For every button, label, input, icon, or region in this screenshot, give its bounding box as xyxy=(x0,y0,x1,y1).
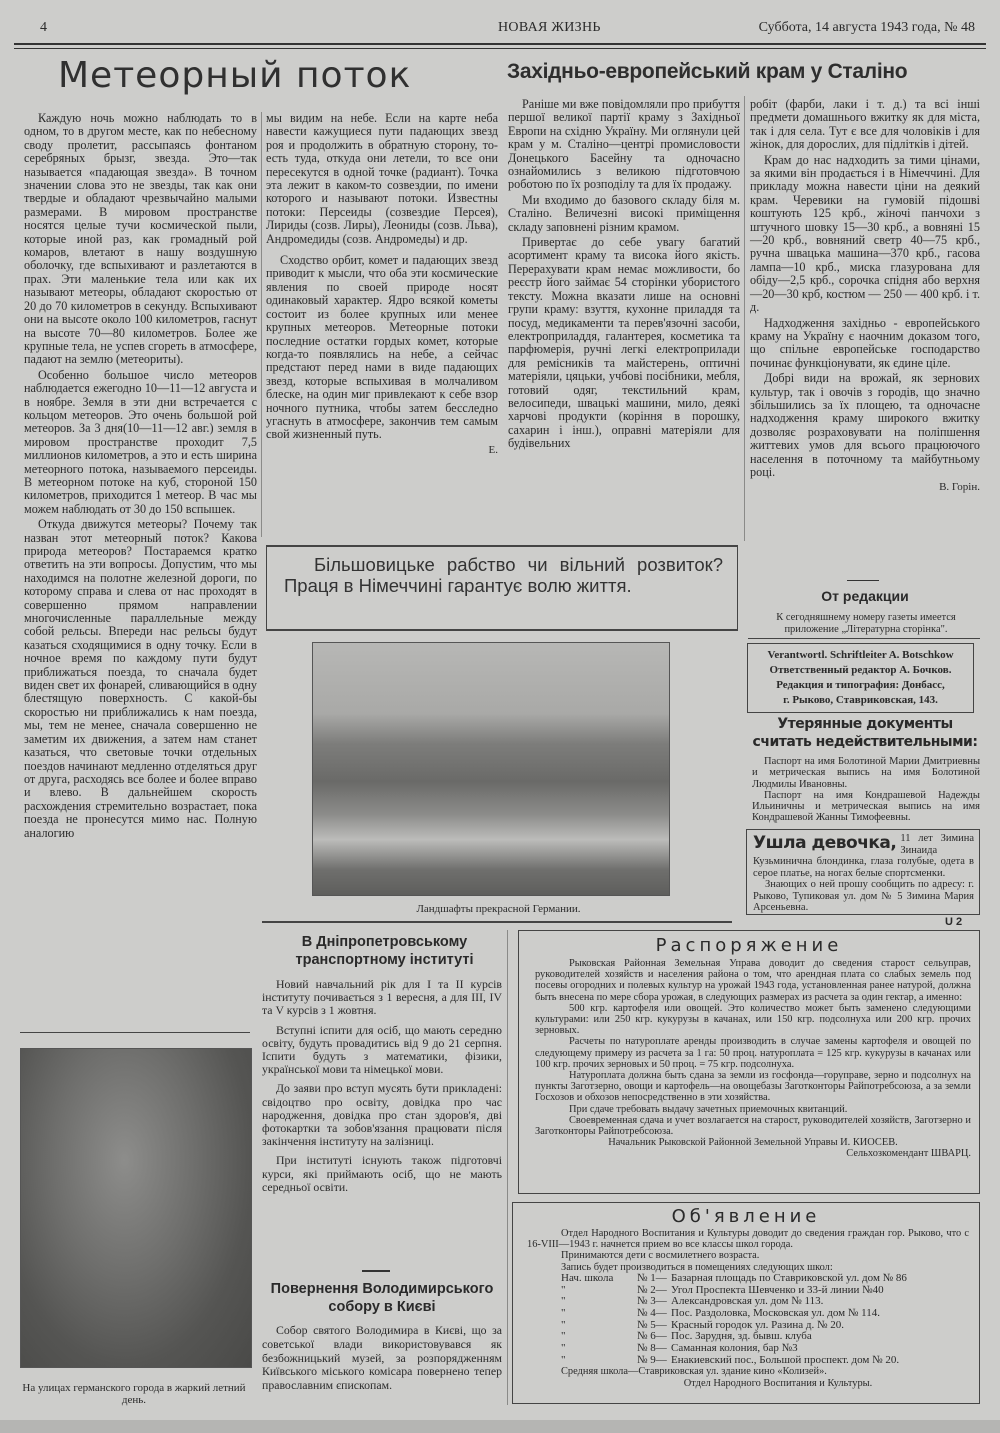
stalino-paragraph: Раніше ми вже повідомляли про прибуття першої великої партії краму з Західньої Европи на східню Україну. Ми оглянули цей крам у м. Сталіно—центрі промисловости Донецького Басейну та одночасно ознайомились з великою підготовчою роботою по їх розподілу та для їх продажу. xyxy=(508,97,740,192)
order-paragraph: 500 кгр. картофеля или овощей. Это количество может быть заменено следующими культурами: или 250 кгр. кукурузы в качанах, или 150 кгр. подсолнуха или 200 кгр. прочих зерновых. xyxy=(535,1002,971,1037)
street-photo-caption: На улицах германского города в жаркий летний день. xyxy=(22,1382,246,1406)
imprint-line: Редакция и типография: Донбасс, xyxy=(776,679,945,691)
stalino-paragraph: Ми входимо до базового складу біля м. Сталіно. Величезні високі приміщення складу заповнені різним крамом. xyxy=(508,192,740,234)
order-paragraph: Своевременная сдача и учет возлагается на старост, руководителей хозяйств, Заготзерно и Заготконторы Райпотребсоюза. xyxy=(535,1114,971,1138)
school-list-item: " № 2— Угол Проспекта Шевченко и 33-й линии №40 xyxy=(561,1283,884,1296)
dnipro-article-title: В Дніпропетровському транспортному інституті xyxy=(295,934,474,968)
school-notice-line: Принимаются дети с восмилетнего возраста. xyxy=(561,1250,760,1262)
cathedral-article-title: Повернення Володимирського собору в Києві xyxy=(270,1281,494,1315)
ad-code: U 2 xyxy=(945,916,963,928)
meteor-paragraph: мы видим на небе. Если на карте неба навести кажущиеся пути падающих звезд роя и продолжить в обратную сторону, то-есть туда, откуда они летели, то все они пересекутся в одной точке (радиант). Точка эта лежит в каком-то созвездии, по имени которого и называют потоки. Известны потоки: Персеиды (созвездие Персея), Лириды (созв. Лиры), Леониды (созв. Льва), Андромедиды (созв. Андромеды) и др. xyxy=(266,111,498,246)
stalino-article-title: Західньо-европейський крам у Сталіно xyxy=(507,60,908,83)
stalino-paragraph: Крам до нас надходить за тими цінами, за якими він продається і в Німеччині. Для прикладу можна навести ціни на деякий крам. Черевики на гумовій підошві коштують 125 крб., жіночі панчохи з штучного шовку 15—30 крб., а вовняні 15—20 крб., вовняний светр 40—75 крб., ручна швацька машина—370 крб., гасова лампа—10 крб., миска глазурована для обіду—2,5 крб., сорочка спідня або верхня—20—30 крб, костюм — 250 — 400 крб. і т. д. xyxy=(750,152,980,315)
order-paragraph: При сдаче требовать выдачу зачетных приемочных квитанций. xyxy=(569,1103,848,1115)
scan-edge xyxy=(0,1420,1000,1433)
school-notice-line: Запись будет производиться в помещениях следующих школ: xyxy=(561,1261,833,1273)
meteor-article-column-1 xyxy=(24,112,257,842)
missing-girl-contact: Знающих о ней прошу сообщить по адресу: г. Рыково, Тупиковая ул. дом № 5 Зимина Мария Арсеньевна. xyxy=(753,879,974,913)
lost-documents-title: Утерянные документы считать недействительными: xyxy=(752,716,978,750)
school-list-item: " № 5— Красный городок ул. Разина д. № 20. xyxy=(561,1318,844,1331)
meteor-signature: Е. xyxy=(488,443,498,456)
school-list-item: " № 3— Александровская ул. дом № 113. xyxy=(561,1295,824,1308)
meteor-paragraph: Каждую ночь можно наблюдать то в одном, то в другом месте, как по небесному своду пролетит, рассыпаясь фонтаном серебряных брызг, звезда. Это—так называется «падающая звезда». В точном значении слова это не звезды, так как они твердые и обладают чрезвычайно малыми размерами. В мировом пространстве носятся целые тучи космической пыли, которые иной раз, как громадный рой комаров, влетают в нашу воздушную оболочку, где вспыхивают и разлетаются в прах. Эти маленькие тела или как их называют метеоры, обладают скоростью от 20 до 70 километров в секунду. Вспыхивают они на высоте около 100 километров, гаснут на высоте 70—80 километров. Более же крупные тела, не успев сгореть в атмосфере, падают на землю (метеориты). xyxy=(24,111,257,367)
street-photo xyxy=(20,1048,252,1368)
school-list-item: Нач. школа № 1— Базарная площадь по Ставриковской ул. дом № 86 xyxy=(561,1271,907,1284)
missing-girl-headline: Ушла девочка, xyxy=(753,833,897,853)
dnipro-article-body xyxy=(262,978,502,1196)
short-rule xyxy=(847,580,879,581)
school-list-item: " № 6— Пос. Зарудня, зд. бывш. клуба xyxy=(561,1330,812,1343)
dnipro-paragraph: При інституті існують також підготовчі курси, які приймають осіб, що не мають середньої освіти. xyxy=(262,1153,502,1194)
lost-document-item: Паспорт на имя Болотиной Марии Дмитриевны и метрическая выпись на имя Болотиной Людмилы Ивановны. xyxy=(752,756,980,790)
imprint-box xyxy=(747,643,974,713)
school-notice-intro: Отдел Народного Воспитания и Культуры доводит до сведения граждан гор. Рыково, что с 16-VIII—1943 г. начнется прием во все классы школ города. xyxy=(527,1228,969,1251)
editorial-note-title: От редакции xyxy=(821,588,909,604)
column-rule xyxy=(507,930,508,1405)
dnipro-paragraph: Новий навчальний рік для I та II курсів інституту почивається з 1 вересня, а для III, IV та V курсів з 1 жовтня. xyxy=(262,977,502,1018)
newspaper-name: НОВАЯ ЖИЗНЬ xyxy=(498,20,601,35)
cathedral-paragraph: Собор святого Володимира в Києві, що за советської влади використовувався як безбожницький музей, за розпорядженням Київського міського комісара повернено тепер православним єпископам. xyxy=(262,1323,502,1393)
imprint-line: Verantwortl. Schriftleiter A. Botschkow xyxy=(767,649,954,661)
lost-documents-list xyxy=(752,756,980,824)
missing-girl-description: 11 лет Зимина Зинаида Кузьминична блондинка, глаза голубые, одета в серое платье, на ногах белые спортсменки. xyxy=(753,833,974,879)
meteor-paragraph: Особенно большое число метеоров наблюдается ежегодно 10—11—12 августа и в ноябре. Земля в эти дни встречается с кольцом метеоров. Это очень большой рой метеоров. За 3 дня(10—11—12 авг.) земля в мировом пространстве проходит 7,5 миллионов километров, а это и есть ширина метеорного потока, называемого персеиды. В метеорном потоке на куб, стороной 150 километров, приходится 1 метеор. В час мы можем наблюдать от 30 до 150 вспышек. xyxy=(24,367,257,516)
school-notice-signature: Отдел Народного Воспитания и Культуры. xyxy=(683,1377,873,1389)
column-rule xyxy=(744,96,745,541)
page-number: 4 xyxy=(40,20,47,35)
meteor-article-title: Метеорный поток xyxy=(58,55,412,96)
school-list-item: " № 9— Енакиевский пос., Большой проспект. дом № 20. xyxy=(561,1353,900,1366)
editorial-note-text: К сегодняшнему номеру газеты имеется приложение „Літературна сторінка". xyxy=(776,612,956,635)
stalino-article-column-2 xyxy=(750,98,980,495)
section-divider xyxy=(262,921,732,923)
slogan-text: Більшовицьке рабство чи вільний розвиток? Праця в Німеччині гарантує волю життя. xyxy=(284,554,723,596)
stalino-article-column-1 xyxy=(508,98,740,453)
school-list-item: " № 4— Пос. Раздоловка, Московская ул. дом № 114. xyxy=(561,1306,880,1319)
school-notice-title: Об'явление xyxy=(671,1206,821,1227)
meteor-paragraph: Откуда движутся метеоры? Почему так назван этот метеорный поток? Какова природа метеоров? Постараемся кратко ответить на эти вопросы. Допустим, что мы находимся на полотне железной дороги, по которому справа и слева от нас проходят в совершенно прямом направлении многочисленные параллельные между собой рельсы. Впереди нас рельсы будут казаться сходящимися в одну точку. Если в ночное время по каждому пути будут приближаться поезда, то сначала будет виден свет их фонарей, сливающийся в одну блестящую поверхность. С какой-бы скоростью ни приближались к нам поезда, мы, тем не менее, сначала совершенно не заметим их движения, а затем нам станет казаться, что световые точки отдельных поездов начинают медленно отделяться друг от друга, расходясь все более и более вправо и влево. В дальнейшем скорость расхождения стремительно возрастает, пока поезда не пронесутся мимо нас. Полную аналогию xyxy=(24,517,257,840)
order-paragraph: Рыковская Районная Земельная Управа доводит до сведения старост сельуправ, руководителей хозяйств и населения района о том, что арендная плата со слабых земель под посевы огородних и полевых культур на урожай 1943 года, установленная ранее натурой, должна быть внесена по мере сбора урожая, в следующих размерах из расчета за один гектар, а именно: xyxy=(535,958,971,1003)
order-paragraph: Натуроплата должна быть сдана за земли из госфонда—горуправе, зерно и подсолнух на пункты Заготзерно, овощи и картофель—на овощебазы Заготконторы Райпотребсоюза, а за земли Госхозов и обхозов непосредственно в эти хозяйства. xyxy=(535,1070,971,1104)
lost-document-item: Паспорт на имя Кондрашевой Надежды Ильиничны и метрическая выпись на имя Кондрашевой Жанны Тимофеевны. xyxy=(752,789,980,824)
school-notice-box xyxy=(512,1202,980,1404)
stalino-paragraph: Привертає до себе увагу багатий асортимент краму та висока його якість. Перерахувати крам немає можливости, бо реєстр його займає 54 сторінки убористого тексту. Можна вказати лише на основні групи краму: взуття, кухонне приладдя та посуд, медикаменти та перев'язочні засоби, електроприладдя, галантерея, косметика та парфюмерія, ручні легкі електроприлади для ремісників та майстерень, оптичні матеріяли, цяцьки, учбові посібники, мебля, готовий одяг, текстильний крам, велосипеди, швацькі машини, мило, деякі харчові продукти (коріння в порошку, сахарин і інш.), оправні матеріяли для будівельних xyxy=(508,235,740,451)
masthead xyxy=(40,20,975,42)
masthead-rule xyxy=(14,43,986,49)
order-notice-box xyxy=(518,930,980,1194)
order-signature: Сельхозкомендант ШВАРЦ. xyxy=(846,1148,971,1160)
missing-girl-box xyxy=(746,829,980,915)
meteor-article-column-2 xyxy=(266,112,498,457)
issue-date: Суббота, 14 августа 1943 года, № 48 xyxy=(758,20,975,35)
stalino-signature: В. Горін. xyxy=(939,481,980,494)
dnipro-paragraph: До заяви про вступ мусять бути прикладені: свідоцтво про освіту, довідка про час народження, довідка про стан здоров'я, дві фотокартки та зобов'язання працювати після закінчення інституту на залізниці. xyxy=(262,1081,502,1149)
column-divider xyxy=(20,1032,250,1033)
landscape-photo-caption: Ландшафты прекрасной Германии. xyxy=(416,903,581,915)
imprint-line: г. Рыково, Ставриковская, 143. xyxy=(783,694,938,706)
short-rule xyxy=(362,1270,390,1272)
slogan-box xyxy=(266,545,738,631)
imprint-line: Ответственный редактор А. Бочков. xyxy=(769,664,952,676)
school-notice-secondary: Средняя школа—Ставриковская ул. здание кино «Колизей». xyxy=(561,1366,827,1378)
section-divider xyxy=(748,914,980,915)
order-signature: Начальник Рыковской Районной Земельной Управы И. КИОСЕВ. xyxy=(608,1137,898,1149)
dnipro-paragraph: Вступні іспити для осіб, що мають середню освіту, будуть провадитись від 9 до 21 серпня. Іспити будуть з математики, фізики, української мови та німецької мови. xyxy=(262,1022,502,1077)
stalino-paragraph: робіт (фарби, лаки і т. д.) та всі інші предмети домашнього вжитку як для міста, так і для села. Тут є все для чоловіків і для жінок, для дорослих, для підлітків і дітей. xyxy=(750,97,980,152)
order-notice-title: Распоряжение xyxy=(655,935,843,956)
section-divider xyxy=(748,638,980,639)
column-rule xyxy=(261,112,262,537)
meteor-paragraph: Сходство орбит, комет и падающих звезд приводит к мысли, что оба эти космические явления по своей природе носят одинаковый характер. Ядро всякой кометы состоит из более крупных или менее крупных метеоров. Метеорные потоки последние остатки гордых комет, которые когда-то появлялись на небе, а сейчас предстают перед нами в виде падающих звезд, которые вспыхивая в молчаливом блеске, на один миг привлекают к себе взор ночного путника, чтобы затем бесследно угаснуть в атмосфере, закончив тем самым свой жизненный путь. xyxy=(266,253,498,442)
school-list-item: " № 8— Саманная колония, бар №3 xyxy=(561,1342,798,1355)
stalino-paragraph: Надходження західньо - европейського краму на Україну є наочним доказом того, що спільне европейське господарство починає функціонувати, як єдине ціле. xyxy=(750,315,980,370)
landscape-photo xyxy=(312,642,670,896)
stalino-paragraph: Добрі види на врожай, як зернових культур, так і овочів з городів, що значно збільшились за їх площею, та одночасне надходження краму широкого вжитку дозволяє розраховувати на поліпшення життевих умов для всього працюючого населення в поточному та майбутньому році. xyxy=(750,371,980,479)
order-paragraph: Расчеты по натуроплате аренды производить в случае замены картофеля и овощей по следующему примеру из расчета за 1 га: 50 проц. натуроплата = 125 кгр. кукурузы в качанах или 100 кгр. прочих зерновых и 50 проц. = 75 кгр. подсолнуха. xyxy=(535,1036,971,1070)
cathedral-article-body xyxy=(262,1324,502,1395)
